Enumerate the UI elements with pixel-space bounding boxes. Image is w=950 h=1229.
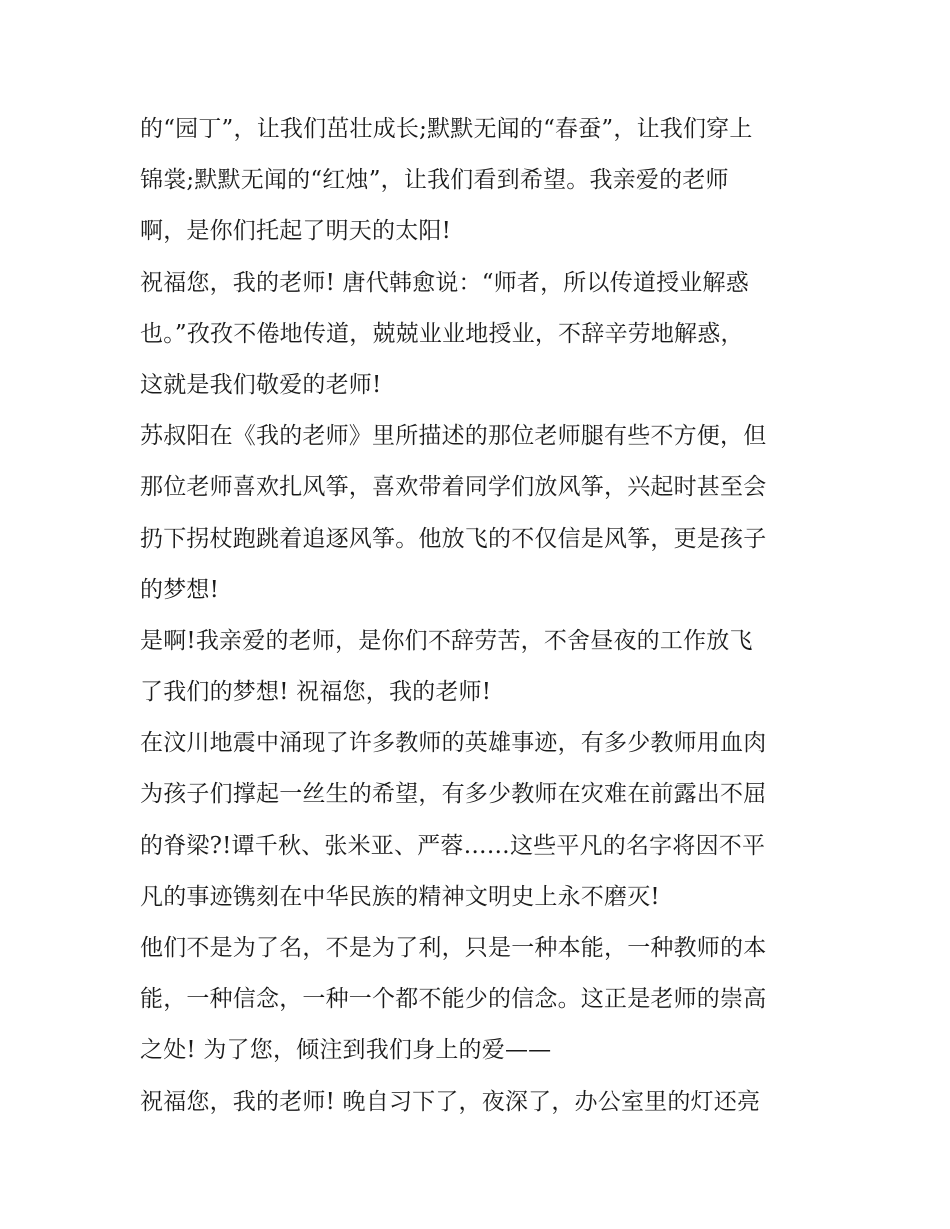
text-line: 也。”孜孜不倦地传道，兢兢业业地授业，不辞辛劳地解惑， bbox=[140, 320, 744, 347]
text-line: 凡的事迹镌刻在中华民族的精神文明史上永不磨灭! bbox=[140, 883, 660, 910]
text-line: 扔下拐杖跑跳着追逐风筝。他放飞的不仅信是风筝，更是孩子 bbox=[140, 525, 767, 552]
text-line: 的脊梁?!谭千秋、张米亚、严蓉……这些平凡的名字将因不平 bbox=[140, 832, 766, 859]
text-line: 那位老师喜欢扎风筝，喜欢带着同学们放风筝，兴起时甚至会 bbox=[140, 474, 767, 501]
text-line: 苏叔阳在《我的老师》里所描述的那位老师腿有些不方便，但 bbox=[140, 423, 767, 450]
text-line: 这就是我们敬爱的老师! bbox=[140, 371, 382, 398]
text-line: 他们不是为了名，不是为了利，只是一种本能，一种教师的本 bbox=[140, 935, 767, 961]
text-line: 为孩子们撑起一丝生的希望，有多少教师在灾难在前露出不屈 bbox=[140, 781, 767, 808]
text-line: 啊，是你们托起了明天的太阳! bbox=[140, 218, 452, 245]
body-text bbox=[140, 104, 840, 1128]
text-line: 之处! 为了您，倾注到我们身上的爱—— bbox=[140, 1037, 552, 1064]
text-line: 能，一种信念，一种一个都不能少的信念。这正是老师的崇高 bbox=[140, 986, 767, 1013]
text-line: 祝福您，我的老师! 晚自习下了，夜深了，办公室里的灯还亮 bbox=[140, 1088, 761, 1115]
text-line: 的梦想! bbox=[140, 576, 220, 603]
text-line: 锦裳;默默无闻的“红烛”，让我们看到希望。我亲爱的老师 bbox=[140, 167, 729, 194]
text-line: 是啊!我亲爱的老师，是你们不辞劳苦，不舍昼夜的工作放飞 bbox=[140, 627, 753, 654]
text-line: 了我们的梦想! 祝福您，我的老师! bbox=[140, 679, 492, 706]
text-line: 在汶川地震中涌现了许多教师的英雄事迹，有多少教师用血肉 bbox=[140, 730, 767, 757]
text-line: 祝福您，我的老师! 唐代韩愈说：“师者，所以传道授业解惑 bbox=[140, 269, 749, 296]
text-line: 的“园丁”，让我们茁壮成长;默默无闻的“春蚕”，让我们穿上 bbox=[140, 116, 753, 142]
